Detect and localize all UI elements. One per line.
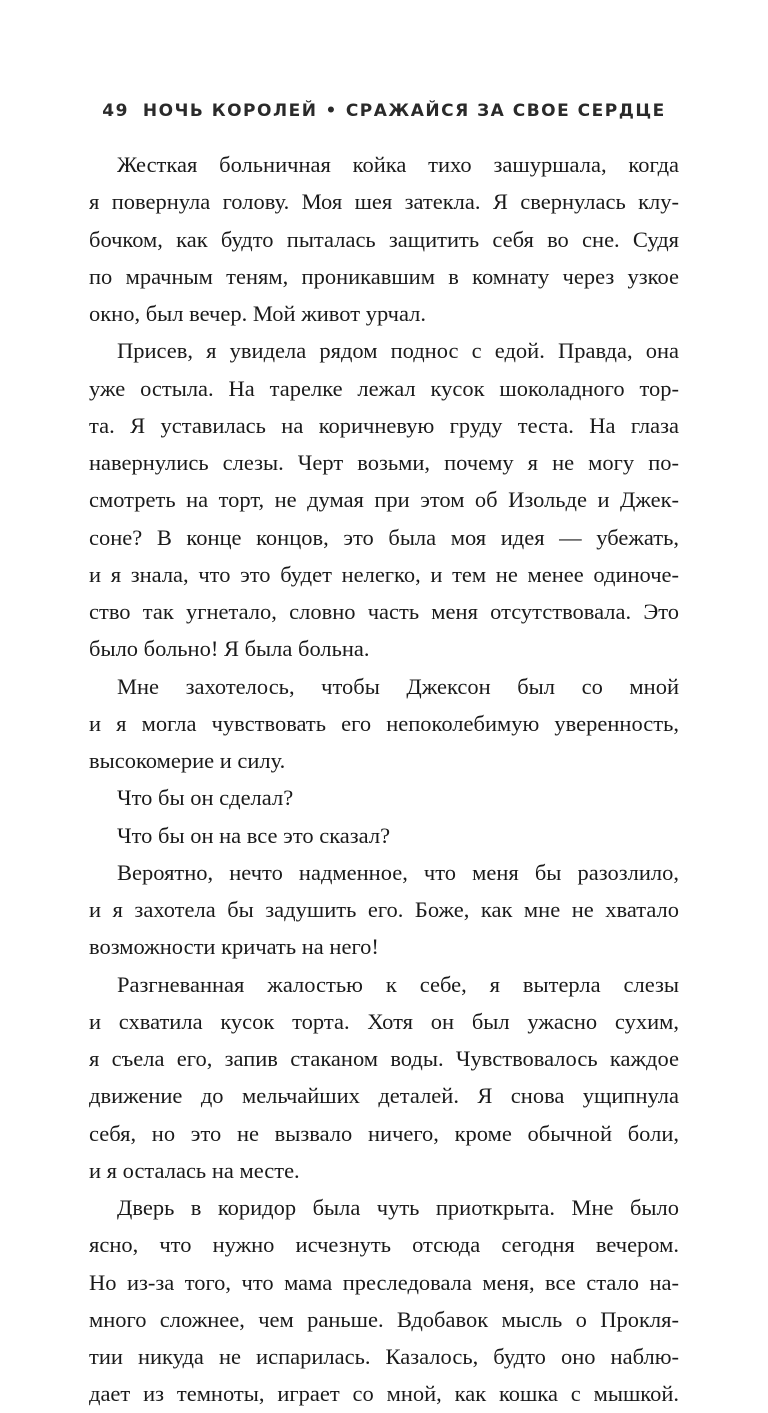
text-line: уже остыла. На тарелке лежал кусок шоколадного тор- bbox=[89, 375, 679, 401]
text-line: было больно! Я была больна. bbox=[89, 636, 370, 662]
text-line: окно, был вечер. Мой живот урчал. bbox=[89, 301, 426, 326]
text-line: Разгневанная жалостью к себе, я вытерла слезы bbox=[117, 971, 679, 997]
running-header bbox=[0, 101, 768, 121]
text-line: ясно, что нужно исчезнуть отсюда сегодня вечером. bbox=[89, 1232, 679, 1258]
text-line: движение до мельчайших деталей. Я снова ущипнула bbox=[89, 1083, 679, 1109]
page-number: 49 bbox=[102, 101, 129, 121]
text-line: возможности кричать на него! bbox=[89, 934, 379, 960]
book-title: НОЧЬ КОРОЛЕЙ bbox=[142, 101, 318, 121]
text-line: Жесткая больничная койка тихо зашуршала, когда bbox=[117, 152, 679, 177]
text-line: ство так угнетало, словно часть меня отсутствовала. Это bbox=[89, 599, 679, 624]
text-line: бочком, как будто пыталась защитить себя во сне. Судя bbox=[89, 226, 679, 252]
text-line: и я могла чувствовать его непоколебимую уверенность, bbox=[89, 710, 679, 736]
text-line: навернулись слезы. Черт возьми, почему я не могу по- bbox=[89, 450, 679, 475]
text-line: Что бы он сделал? bbox=[117, 785, 294, 811]
text-line: и я знала, что это будет нелегко, и тем не менее одиноче- bbox=[89, 561, 679, 587]
text-line: соне? В конце концов, это была моя идея — убежать, bbox=[89, 524, 679, 550]
text-line: Но из-за того, что мама преследовала меня, все стало на- bbox=[89, 1269, 679, 1295]
text-line: много сложнее, чем раньше. Вдобавок мысль о Прокля- bbox=[89, 1306, 679, 1332]
text-line: дает из темноты, играет со мной, как кошка с мышкой. bbox=[89, 1381, 679, 1407]
text-line: я съела его, запив стаканом воды. Чувствовалось каждое bbox=[89, 1046, 679, 1071]
text-line: тии никуда не испарилась. Казалось, будто оно наблю- bbox=[89, 1344, 679, 1369]
text-line: Присев, я увидела рядом поднос с едой. Правда, она bbox=[117, 338, 679, 364]
text-line: Что бы он на все это сказал? bbox=[117, 822, 391, 848]
text-line: Вероятно, нечто надменное, что меня бы разозлило, bbox=[117, 859, 679, 885]
body-text bbox=[89, 146, 679, 1413]
text-line: по мрачным теням, проникавшим в комнату через узкое bbox=[89, 263, 679, 289]
text-line: Мне захотелось, чтобы Джексон был со мной bbox=[117, 673, 679, 699]
text-line: я повернула голову. Моя шея затекла. Я свернулась клу- bbox=[89, 189, 679, 215]
header-separator: • bbox=[325, 101, 338, 121]
text-line: и я захотела бы задушить его. Боже, как мне не хватало bbox=[89, 897, 679, 922]
text-line: и схватила кусок торта. Хотя он был ужасно сухим, bbox=[89, 1008, 679, 1034]
text-line: Дверь в коридор была чуть приоткрыта. Мне было bbox=[117, 1195, 679, 1220]
text-line: та. Я уставилась на коричневую груду теста. На глаза bbox=[89, 412, 679, 438]
text-line: смотреть на торт, не думая при этом об Изольде и Джек- bbox=[89, 487, 679, 513]
text-line: и я осталась на месте. bbox=[89, 1157, 300, 1183]
text-line: себя, но это не вызвало ничего, кроме обычной боли, bbox=[89, 1120, 679, 1146]
book-subtitle: СРАЖАЙСЯ ЗА СВОЕ СЕРДЦЕ bbox=[345, 101, 666, 121]
text-line: высокомерие и силу. bbox=[89, 748, 286, 773]
